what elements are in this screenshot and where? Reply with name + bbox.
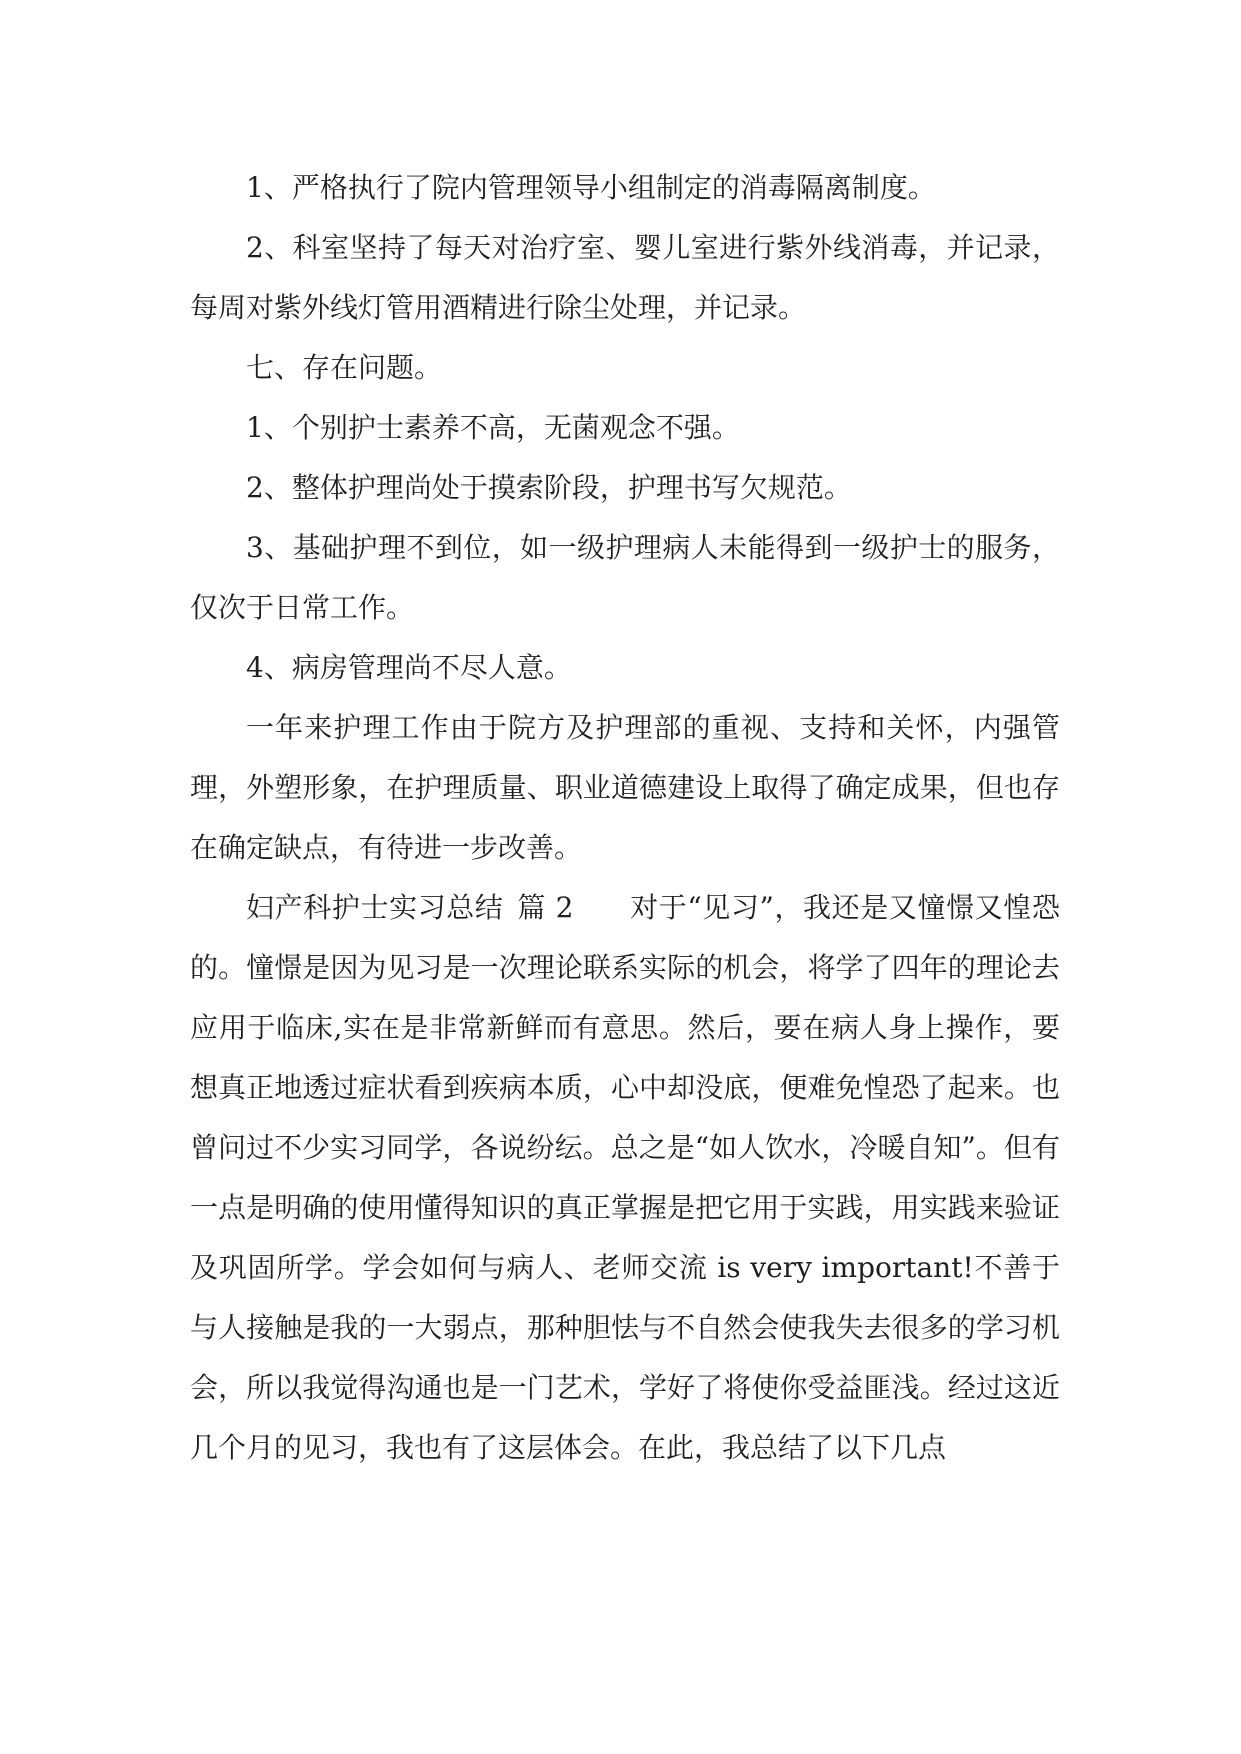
paragraph-problem-2: 2、整体护理尚处于摸索阶段，护理书写欠规范。 xyxy=(246,471,852,504)
paragraph-problem-3: 3、基础护理不到位，如一级护理病人未能得到一级护士的服务，仅次于日常工作。 xyxy=(190,531,1060,624)
paragraph-problem-4: 4、病房管理尚不尽人意。 xyxy=(246,651,572,684)
paragraph-section-problems: 七、存在问题。 xyxy=(246,351,443,384)
section-2-number: 篇 2 xyxy=(517,891,574,924)
paragraph-section-2 xyxy=(190,878,1060,1478)
paragraph-uv-disinfection: 2、科室坚持了每天对治疗室、婴儿室进行紫外线消毒，并记录，每周对紫外线灯管用酒精进行除尘处理，并记录。 xyxy=(190,231,1060,324)
section-2-body: 对于“见习”，我还是又憧憬又惶恐的。憧憬是因为见习是一次理论联系实际的机会，将学了四年的理论去应用于临床,实在是非常新鲜而有意思。然后，要在病人身上操作，要想真正地透过症状看到疾病本质，心中却没底，便难免惶恐了起来。也曾问过不少实习同学，各说纷纭。总之是“如人饮水，冷暖自知”。但有一点是明确的使用懂得知识的真正掌握是把它用于实践，用实践来验证及巩固所学。学会如何与病人、老师交流 is very important!不善于与人接触是我的一大弱点，那种胆怯与不自然会使我失去很多的学习机会，所以我觉得沟通也是一门艺术，学好了将使你受益匪浅。经过这近几个月的见习，我也有了这层体会。在此，我总结了以下几点 xyxy=(190,891,1060,1464)
paragraph-disinfection-rule: 1、严格执行了院内管理领导小组制定的消毒隔离制度。 xyxy=(246,171,936,204)
document-page xyxy=(190,158,1060,1478)
paragraph-problem-1: 1、个别护士素养不高，无菌观念不强。 xyxy=(246,411,740,444)
section-2-title: 妇产科护士实习总结 xyxy=(246,891,504,924)
paragraph-year-summary: 一年来护理工作由于院方及护理部的重视、支持和关怀，内强管理，外塑形象，在护理质量、职业道德建设上取得了确定成果，但也存在确定缺点，有待进一步改善。 xyxy=(190,711,1060,864)
